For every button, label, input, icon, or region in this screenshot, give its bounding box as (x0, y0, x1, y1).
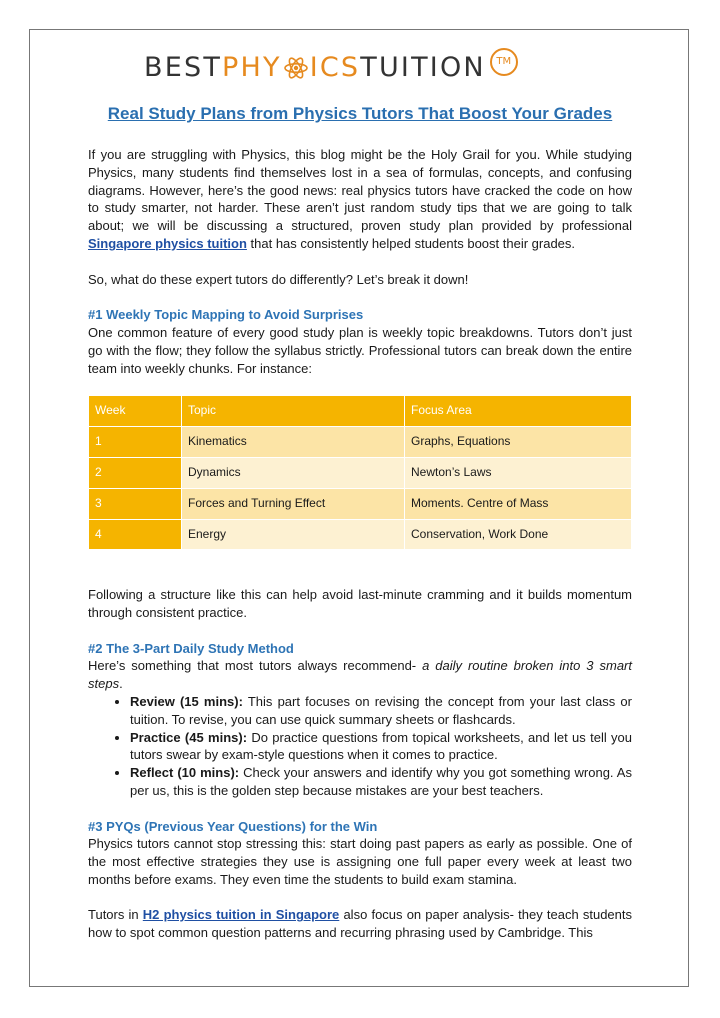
section3-body: Physics tutors cannot stop stressing this: start doing past papers as early as possible. One of the most effective strategies they use is assigning one full paper every week at least two months before exams. They even time the students to build exam stamina. (88, 836, 632, 887)
page-title: Real Study Plans from Physics Tutors That Boost Your Grades (107, 104, 613, 123)
section2-body-text: Here’s something that most tutors always recommend- (88, 658, 423, 674)
list-item-text: Do practice questions from topical worksheets, and let us tell you tutors swear by exam-style questions when it comes to practice. (130, 729, 633, 763)
section3-heading: #3 PYQs (Previous Year Questions) for the Win (88, 818, 378, 834)
logo-word-tuition: TUITION (360, 52, 486, 83)
table-cell-topic: Forces and Turning Effect (182, 488, 405, 519)
table-cell-topic: Energy (182, 519, 405, 550)
list-item (130, 693, 632, 729)
table-cell-focus: Moments. Centre of Mass (405, 488, 632, 519)
logo-word-ics: ICS (309, 52, 361, 83)
closing-text: Tutors in (88, 907, 143, 923)
list-item (130, 764, 632, 800)
table-row (89, 427, 632, 458)
table-cell-focus: Conservation, Work Done (405, 519, 632, 550)
logo-text (144, 46, 486, 90)
singapore-physics-tuition-link[interactable]: Singapore physics tuition (88, 235, 247, 251)
table-cell-week: 3 (89, 488, 182, 519)
h2-physics-tuition-link[interactable]: H2 physics tuition in Singapore (142, 907, 340, 923)
list-item (130, 729, 632, 765)
table-cell-focus: Newton’s Laws (405, 457, 632, 488)
table-cell-week: 2 (89, 457, 182, 488)
table-row (89, 519, 632, 550)
table-cell-week: 4 (89, 519, 182, 550)
section1-body: One common feature of every good study plan is weekly topic breakdowns. Tutors don’t just go with the flow; they follow the syllabus strictly. Professional tutors can break down the entire team into weekly chunks. For instance: (88, 324, 632, 376)
table-cell-week: 1 (89, 427, 182, 458)
logo-word-phy: PHY (222, 52, 282, 83)
section2-heading: #2 The 3-Part Daily Study Method (88, 640, 294, 656)
closing-paragraph (88, 906, 632, 942)
section2-body-italic: a daily routine broken into 3 smart steps (88, 658, 632, 692)
intro-text: If you are struggling with Physics, this blog might be the Holy Grail for you. While studying Physics, many students find themselves lost in a sea of formulas, concepts, and confusing diagrams. However, here’s the good news: real physics tutors have cracked the code on how to study smarter, not harder. These aren’t just random study tips that we are going to talk about; we will be discussing a structured, proven study plan provided by professional (88, 147, 632, 234)
intro-text-end: that has consistently helped students boost their grades. (246, 235, 576, 251)
table-header-row (89, 396, 632, 427)
study-steps-list (88, 693, 632, 800)
trademark-badge: TM (490, 48, 518, 76)
list-item-text: This part focuses on revising the concept from your last class or tuition. To revise, you can use quick summary sheets or flashcards. (130, 693, 632, 727)
table-header-focus: Focus Area (405, 396, 632, 427)
table-cell-topic: Kinematics (182, 427, 405, 458)
atom-icon (283, 55, 309, 81)
table-header-week: Week (89, 396, 182, 427)
logo-word-best: BEST (144, 52, 223, 83)
logo (144, 46, 518, 86)
list-item-lead: Reflect (10 mins): (130, 765, 240, 781)
table-header-topic: Topic (182, 396, 405, 427)
section1-heading: #1 Weekly Topic Mapping to Avoid Surprises (88, 307, 364, 323)
article-body (88, 146, 632, 942)
section2-body-end: . (119, 676, 123, 692)
section2-body (88, 657, 632, 693)
closing-text-end: also focus on paper analysis- they teach students how to spot common question patterns and recurring phrasing used by Cambridge. This (88, 907, 632, 941)
table-cell-focus: Graphs, Equations (405, 427, 632, 458)
table-row (89, 488, 632, 519)
table-row (89, 457, 632, 488)
question-paragraph: So, what do these expert tutors do differently? Let’s break it down! (88, 271, 469, 287)
list-item-text: Check your answers and identify why you got something wrong. As per us, this is the golden step because mistakes are your best teachers. (130, 765, 632, 798)
table-cell-topic: Dynamics (182, 457, 405, 488)
topic-table (88, 395, 632, 550)
list-item-lead: Review (15 mins): (130, 693, 243, 709)
after-table-paragraph: Following a structure like this can help avoid last-minute cramming and it builds momentum through consistent practice. (88, 587, 632, 620)
list-item-lead: Practice (45 mins): (130, 729, 248, 745)
intro-paragraph (88, 146, 632, 253)
